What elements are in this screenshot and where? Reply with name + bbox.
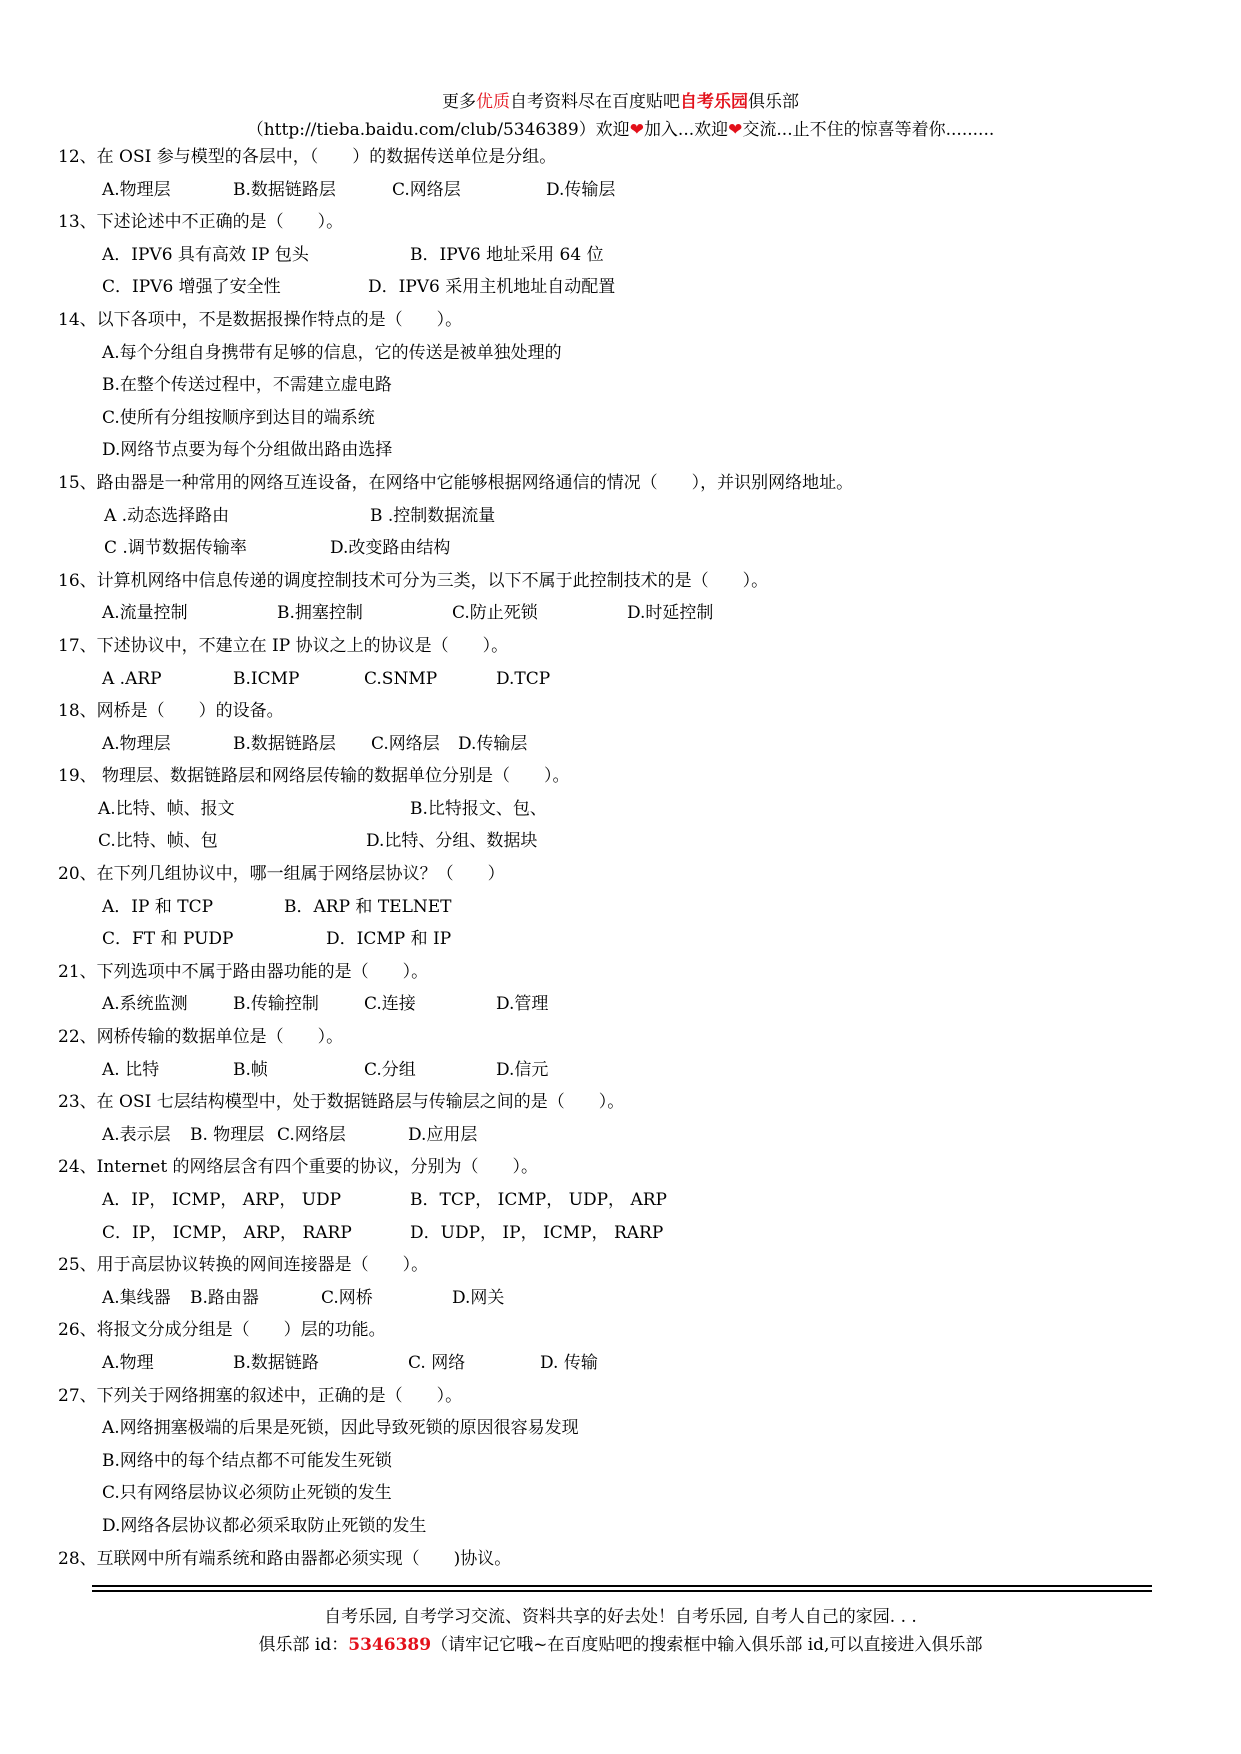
option-row — [58, 402, 1178, 435]
answer-option: B.帧 — [233, 1059, 268, 1080]
answer-option: C.网络层 — [371, 733, 440, 754]
footer-divider — [92, 1585, 1152, 1587]
answer-option: C.只有网络层协议必须防止死锁的发生 — [102, 1483, 392, 1504]
option-row — [58, 793, 1178, 826]
question-stem: 16、计算机网络中信息传递的调度控制技术可分为三类，以下不属于此控制技术的是（ ）。 — [58, 570, 769, 591]
question-stem: 23、在 OSI 七层结构模型中，处于数据链路层与传输层之间的是（ ）。 — [58, 1092, 625, 1113]
option-row — [58, 728, 1178, 761]
answer-option: B.数据链路层 — [233, 733, 336, 754]
answer-option: A．IPV6 具有高效 IP 包头 — [102, 244, 309, 265]
option-row — [58, 271, 1178, 304]
option-row — [58, 174, 1178, 207]
option-row — [58, 1412, 1178, 1445]
answer-option: A.物理层 — [102, 733, 171, 754]
answer-option: C.网桥 — [321, 1287, 373, 1308]
header-text: 俱乐部 — [748, 92, 799, 112]
question-stem: 18、网桥是（ ）的设备。 — [58, 701, 284, 722]
answer-option: A.流量控制 — [102, 603, 188, 624]
header-text: 自考资料尽在百度贴吧 — [510, 92, 680, 112]
answer-option: D.网关 — [452, 1287, 505, 1308]
answer-option: B．IPV6 地址采用 64 位 — [410, 244, 604, 265]
answer-option: B .控制数据流量 — [370, 505, 496, 526]
answer-option: D.网络各层协议都必须采取防止死锁的发生 — [102, 1515, 427, 1536]
answer-option: D.改变路由结构 — [330, 538, 451, 559]
option-row — [58, 663, 1178, 696]
question-stem: 26、将报文分成分组是（ ）层的功能。 — [58, 1320, 386, 1341]
answer-option: C .调节数据传输率 — [104, 538, 247, 559]
answer-option: D.传输层 — [546, 179, 616, 200]
option-row — [58, 239, 1178, 272]
option-row — [58, 1477, 1178, 1510]
answer-option: B.路由器 — [190, 1287, 259, 1308]
heart-icon: ❤ — [629, 120, 644, 140]
answer-option: D.传输层 — [458, 733, 528, 754]
header-text: 更多 — [442, 92, 476, 112]
answer-option: D．IPV6 采用主机地址自动配置 — [368, 277, 616, 298]
answer-option: D．ICMP 和 IP — [326, 929, 452, 950]
header-text: 交流...止不住的惊喜等着你......... — [742, 120, 995, 140]
question-list — [58, 141, 1178, 1575]
answer-option: D.时延控制 — [627, 603, 714, 624]
footer-line-2 — [0, 1631, 1241, 1659]
option-row — [58, 1054, 1178, 1087]
answer-option: A．IP， ICMP， ARP， UDP — [102, 1190, 342, 1210]
answer-option: D. 传输 — [540, 1352, 598, 1373]
option-row — [58, 988, 1178, 1021]
option-row — [58, 1119, 1178, 1152]
answer-option: C.网络层 — [277, 1124, 346, 1145]
answer-option: A.比特、帧、报文 — [98, 798, 235, 819]
answer-option: D.TCP — [496, 668, 551, 689]
option-row — [58, 1347, 1178, 1380]
footer-divider — [92, 1590, 1152, 1592]
answer-option: A.物理层 — [102, 179, 171, 200]
header-line-2 — [0, 116, 1241, 144]
answer-option: C.SNMP — [364, 668, 438, 689]
option-row — [58, 1217, 1178, 1250]
question-stem: 21、下列选项中不属于路由器功能的是（ ）。 — [58, 961, 429, 982]
answer-option: B.拥塞控制 — [277, 603, 363, 624]
footer-text: 俱乐部 id： — [258, 1635, 349, 1655]
answer-option: D.信元 — [496, 1059, 549, 1080]
page-header — [0, 88, 1241, 144]
heart-icon: ❤ — [728, 120, 743, 140]
answer-option: A.物理 — [102, 1352, 154, 1373]
answer-option: C．IPV6 增强了安全性 — [102, 277, 281, 298]
answer-option: A.网络拥塞极端的后果是死锁，因此导致死锁的原因很容易发现 — [102, 1418, 579, 1439]
answer-option: A.系统监测 — [102, 994, 188, 1015]
question-stem: 12、在 OSI 参与模型的各层中，（ ）的数据传送单位是分组。 — [58, 147, 557, 167]
answer-option: D．UDP， IP， ICMP， RARP — [410, 1222, 664, 1243]
header-text: 加入...欢迎 — [643, 120, 729, 140]
answer-option: B. 物理层 — [190, 1124, 265, 1145]
answer-option: B.传输控制 — [233, 994, 319, 1015]
answer-option: D.应用层 — [408, 1124, 478, 1145]
answer-option: B．ARP 和 TELNET — [284, 896, 452, 917]
answer-option: B.ICMP — [233, 668, 300, 689]
answer-option: D.管理 — [496, 994, 549, 1015]
answer-option: B.数据链路层 — [233, 179, 336, 200]
question-stem: 17、下述协议中，不建立在 IP 协议之上的协议是（ ）。 — [58, 635, 509, 656]
answer-option: A .动态选择路由 — [104, 505, 230, 526]
answer-option: B.比特报文、包、 — [410, 798, 547, 819]
option-row — [58, 825, 1178, 858]
option-row — [58, 597, 1178, 630]
answer-option: B.数据链路 — [233, 1352, 319, 1373]
answer-option: D.网络节点要为每个分组做出路由选择 — [102, 440, 393, 461]
question-stem: 13、下述论述中不正确的是（ ）。 — [58, 212, 344, 233]
answer-option: A .ARP — [102, 668, 162, 689]
answer-option: D.比特、分组、数据块 — [366, 831, 538, 852]
answer-option: A.每个分组自身携带有足够的信息，它的传送是被单独处理的 — [102, 342, 562, 363]
answer-option: B．TCP， ICMP， UDP， ARP — [410, 1190, 667, 1210]
footer-line-1: 自考乐园, 自考学习交流、资料共享的好去处！自考乐园, 自考人自己的家园. . . — [324, 1607, 917, 1627]
option-row — [58, 337, 1178, 370]
footer-text: （请牢记它哦~在百度贴吧的搜索框中输入俱乐部 id,可以直接进入俱乐部 — [431, 1635, 983, 1655]
answer-option: C. 网络 — [408, 1352, 466, 1373]
page-footer — [0, 1603, 1241, 1659]
answer-option: C.连接 — [364, 994, 416, 1015]
answer-option: B.在整个传送过程中，不需建立虚电路 — [102, 375, 392, 396]
question-stem: 22、网桥传输的数据单位是（ ）。 — [58, 1027, 344, 1048]
answer-option: C．FT 和 PUDP — [102, 929, 234, 950]
answer-option: C.分组 — [364, 1059, 416, 1080]
option-row — [58, 532, 1178, 565]
question-stem: 24、Internet 的网络层含有四个重要的协议，分别为（ ）。 — [58, 1157, 539, 1178]
option-row — [58, 434, 1178, 467]
option-row — [58, 1445, 1178, 1478]
question-stem: 27、下列关于网络拥塞的叙述中，正确的是（ ）。 — [58, 1385, 463, 1406]
question-stem: 20、在下列几组协议中，哪一组属于网络层协议？（ ） — [58, 864, 505, 885]
header-highlight-quality: 优质 — [476, 92, 510, 112]
option-row — [58, 369, 1178, 402]
header-club-name: 自考乐园 — [680, 92, 748, 112]
answer-option: C.比特、帧、包 — [98, 831, 218, 852]
question-stem: 14、以下各项中，不是数据报操作特点的是（ ）。 — [58, 309, 463, 330]
answer-option: A.表示层 — [102, 1124, 171, 1145]
answer-option: C.防止死锁 — [452, 603, 538, 624]
question-stem: 28、互联网中所有端系统和路由器都必须实现（ )协议。 — [58, 1548, 512, 1569]
answer-option: B.网络中的每个结点都不可能发生死锁 — [102, 1450, 392, 1471]
answer-option: A.集线器 — [102, 1287, 171, 1308]
option-row — [58, 1184, 1178, 1217]
question-stem: 25、用于高层协议转换的网间连接器是（ ）。 — [58, 1255, 429, 1276]
option-row — [58, 891, 1178, 924]
club-id: 5346389 — [348, 1635, 432, 1655]
header-line-1 — [0, 88, 1241, 116]
option-row — [58, 500, 1178, 533]
answer-option: C.使所有分组按顺序到达目的端系统 — [102, 407, 375, 428]
question-stem: 15、路由器是一种常用的网络互连设备，在网络中它能够根据网络通信的情况（ ），并识别网络地址。 — [58, 472, 854, 493]
header-text: ）欢迎 — [578, 120, 630, 140]
header-text: （ — [246, 120, 264, 140]
option-row — [58, 923, 1178, 956]
question-stem: 19、 物理层、数据链路层和网络层传输的数据单位分别是（ ）。 — [58, 766, 570, 787]
answer-option: C.网络层 — [392, 179, 461, 200]
answer-option: A. 比特 — [102, 1059, 160, 1080]
option-row — [58, 1510, 1178, 1543]
option-row — [58, 1282, 1178, 1315]
answer-option: A．IP 和 TCP — [102, 896, 214, 917]
header-url: http://tieba.baidu.com/club/5346389 — [263, 120, 579, 140]
answer-option: C．IP， ICMP， ARP， RARP — [102, 1222, 352, 1243]
